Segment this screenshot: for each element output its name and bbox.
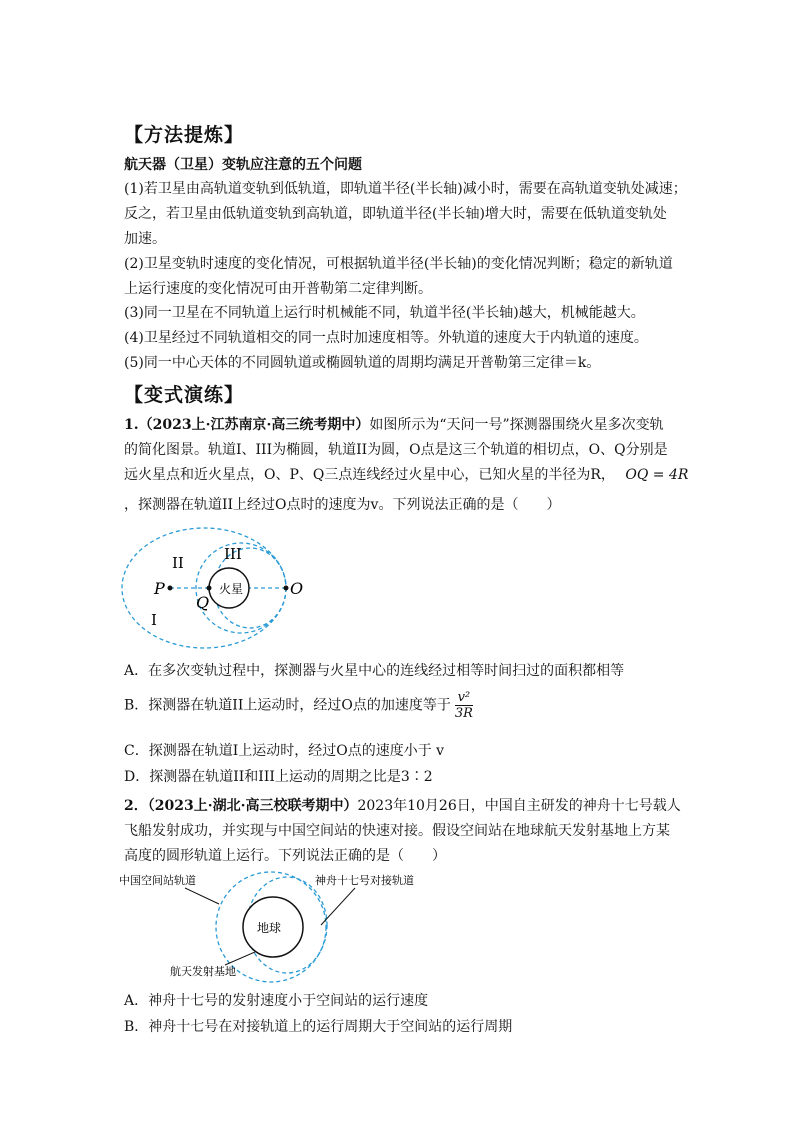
label-III: III xyxy=(224,545,242,563)
fraction-numerator: v² xyxy=(455,690,473,706)
q1-line4: ，探测器在轨道II上经过O点时的速度为v。下列说法正确的是（ ） xyxy=(124,497,561,513)
q2-line2: 飞船发射成功，并实现与中国空间站的快速对接。假设空间站在地球航天发射基地上方某 xyxy=(124,823,670,839)
method-p2-line1: (2)卫星变轨时速度的变化情况，可根据轨道半径(半长轴)的变化情况判断；稳定的新轨道 xyxy=(124,256,673,272)
method-p4: (4)卫星经过不同轨道相交的同一点时加速度相等。外轨道的速度大于内轨道的速度。 xyxy=(124,330,648,346)
q2-text1: 2023年10月26日，中国自主研发的神舟十七号载人 xyxy=(357,798,681,814)
q1-source: 1.（2023上·江苏南京·高三统考期中） xyxy=(124,417,370,433)
q1-line1 xyxy=(124,414,664,434)
q2-line1 xyxy=(124,795,681,815)
fraction-denominator: 3R xyxy=(454,706,473,721)
q2-line3: 高度的圆形轨道上运行。下列说法正确的是（ ） xyxy=(124,848,446,864)
q1-option-b-fraction xyxy=(455,690,473,721)
q1-option-d[interactable]: D．探测器在轨道II和III上运动的周期之比是3∶2 xyxy=(124,769,433,785)
shenzhou-orbit-label: 神舟十七号对接轨道 xyxy=(315,874,414,887)
q1-option-a[interactable]: A．在多次变轨过程中，探测器与火星中心的连线经过相等时间扫过的面积都相等 xyxy=(124,663,625,679)
point-P-dot xyxy=(168,586,173,591)
q1-line2: 的简化图景。轨道I、III为椭圆，轨道II为圆，O点是这三个轨道的相切点，O、Q分别是 xyxy=(124,442,668,458)
point-Q-dot xyxy=(207,586,212,591)
q1-line3 xyxy=(124,464,688,484)
mars-label: 火星 xyxy=(219,582,244,596)
method-p1-line1: (1)若卫星由高轨道变轨到低轨道，即轨道半径(半长轴)减小时，需要在高轨道变轨处减速； xyxy=(124,181,687,197)
method-title: 【方法提炼】 xyxy=(124,124,245,146)
point-O-dot xyxy=(284,586,289,591)
launch-base-label: 航天发射基地 xyxy=(170,965,236,978)
q2-source: 2．（2023上·湖北·高三校联考期中） xyxy=(124,798,358,814)
q1-text1: 如图所示为“天问一号”探测器围绕火星多次变轨 xyxy=(369,417,664,433)
label-P: P xyxy=(154,579,165,598)
label-O: O xyxy=(290,579,304,598)
practice-title: 【变式演练】 xyxy=(124,384,245,406)
method-subtitle: 航天器（卫星）变轨应注意的五个问题 xyxy=(124,157,362,173)
q2-option-a[interactable]: A．神舟十七号的发射速度小于空间站的运行速度 xyxy=(124,993,429,1009)
q2-option-b[interactable]: B．神舟十七号在对接轨道上的运行周期大于空间站的运行周期 xyxy=(124,1019,513,1035)
q1-orbit-diagram xyxy=(118,522,308,657)
method-p3: (3)同一卫星在不同轨道上运行时机械能不同，轨道半径(半长轴)越大，机械能越大。 xyxy=(124,305,645,321)
label-Q: Q xyxy=(196,593,210,612)
base-leader-line xyxy=(225,952,255,965)
earth-label: 地球 xyxy=(257,921,282,935)
method-p1-line3: 加速。 xyxy=(124,231,166,247)
q1-text3: 远火星点和近火星点，O、P、Q三点连线经过火星中心，已知火星的半径为R， xyxy=(124,467,615,483)
q2-orbit-diagram xyxy=(115,870,455,985)
label-II: II xyxy=(172,554,184,572)
method-p2-line2: 上运行速度的变化情况可由开普勒第二定律判断。 xyxy=(124,281,432,297)
station-leader-line xyxy=(185,888,219,904)
q1-option-b[interactable] xyxy=(124,690,473,721)
label-I: I xyxy=(151,611,157,629)
method-p5: (5)同一中心天体的不同圆轨道或椭圆轨道的周期均满足开普勒第三定律＝k。 xyxy=(124,355,601,371)
method-p1-line2: 反之，若卫星由低轨道变轨到高轨道，即轨道半径(半长轴)增大时，需要在低轨道变轨处 xyxy=(124,206,667,222)
station-orbit-label: 中国空间站轨道 xyxy=(119,874,196,887)
q1-option-b-text: B．探测器在轨道II上运动时，经过O点的加速度等于 xyxy=(124,697,451,714)
shenzhou-leader-line xyxy=(321,888,355,925)
q1-option-c[interactable]: C．探测器在轨道I上运动时，经过O点的速度小于 v xyxy=(124,743,445,759)
q1-equation: OQ = 4R xyxy=(625,467,689,483)
